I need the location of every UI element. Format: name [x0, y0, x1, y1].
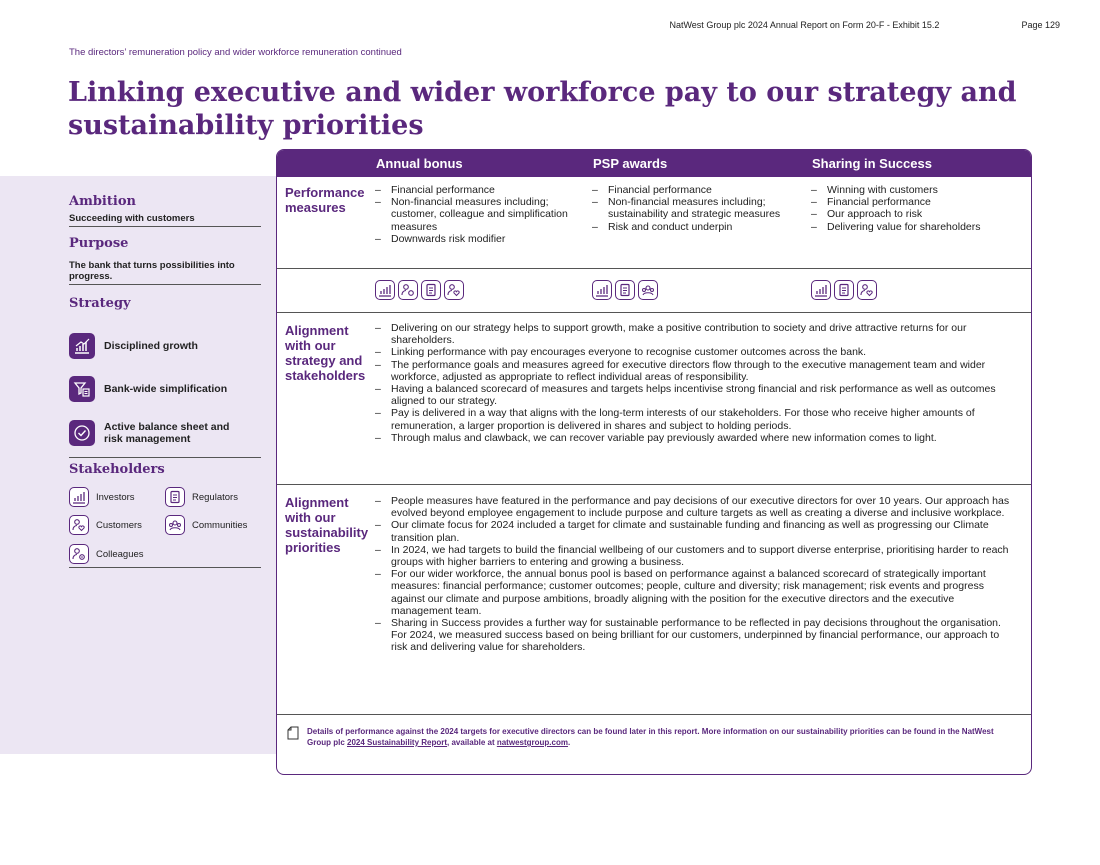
doc-title: NatWest Group plc 2024 Annual Report on Form 20-F - Exhibit 15.2 [669, 20, 940, 30]
growth-chart-icon [69, 333, 95, 359]
list-item: – Risk and conduct underpin [592, 221, 802, 233]
chart-icon [375, 280, 395, 300]
list-item: – Financial performance [811, 196, 1021, 208]
stakeholder-regulators: Regulators [165, 487, 238, 507]
sustainability-alignment-heading: Alignment with our sustainability priorities [285, 495, 369, 555]
document-icon [287, 726, 299, 748]
sustainability-alignment-list [375, 495, 1015, 654]
list-item: – Delivering on our strategy helps to support growth, make a positive contribution to society and drive attractive returns for our shareholders. [375, 322, 1027, 346]
natwestgroup-link[interactable]: natwestgroup.com [496, 738, 568, 747]
divider [69, 567, 261, 568]
strategy-item-simplification [69, 376, 249, 402]
list-item: – Through malus and clawback, we can recover variable pay previously awarded where new information comes to light. [375, 432, 1027, 444]
chart-icon [592, 280, 612, 300]
psp-measures [592, 184, 802, 233]
document-icon [834, 280, 854, 300]
sustainability-report-link[interactable]: 2024 Sustainability Report [347, 738, 448, 747]
column-header: Sharing in Success [812, 156, 932, 171]
page-title: Linking executive and wider workforce pay to our strategy and sustainability priorities [68, 77, 1017, 141]
list-item: – Having a balanced scorecard of measures and targets helps incentivise strong financial and risk performance as well as outcomes aligned to our strategy. [375, 383, 1027, 407]
document-icon [615, 280, 635, 300]
performance-heading: Performance measures [285, 185, 365, 215]
customer-heart-icon [857, 280, 877, 300]
list-item: – Financial performance [592, 184, 802, 196]
strategy-alignment-list [375, 322, 1027, 444]
stakeholder-customers: Customers [69, 515, 142, 535]
list-item: – Linking performance with pay encourages everyone to recognise customer outcomes across the bank. [375, 346, 1027, 358]
list-item: – Winning with customers [811, 184, 1021, 196]
row-divider [277, 484, 1031, 485]
strategy-label: Bank-wide simplification [104, 383, 228, 395]
strategy-label: Active balance sheet and risk management [104, 421, 230, 445]
chart-icon [69, 487, 89, 507]
list-item: – Downwards risk modifier [375, 233, 575, 245]
list-item: – Our approach to risk [811, 208, 1021, 220]
row-divider [277, 714, 1031, 715]
section-subheading: The directors’ remuneration policy and wider workforce remuneration continued [69, 47, 402, 58]
stakeholder-colleagues: Colleagues [69, 544, 144, 564]
list-item: – Sharing in Success provides a further way for sustainable performance to be reflected in pay decisions throughout the organisation. For 2024, we measured success based on being brilliant for our customers, underpinned by financial performance, our approach to risk and delivering value for shareholders. [375, 617, 1015, 654]
row-divider [277, 268, 1031, 269]
community-icon [165, 515, 185, 535]
document-icon [421, 280, 441, 300]
stakeholders-heading: Stakeholders [69, 462, 165, 477]
page-header [669, 20, 1060, 30]
annual-bonus-icons [375, 280, 464, 300]
filter-icon [69, 376, 95, 402]
stakeholder-communities: Communities [165, 515, 247, 535]
sharing-measures [811, 184, 1021, 233]
list-item: – Our climate focus for 2024 included a target for climate and sustainable funding and financing as well as progressing our Climate transition plan. [375, 519, 1015, 543]
chart-icon [811, 280, 831, 300]
page-number: Page 129 [1021, 20, 1060, 30]
list-item: – Non-financial measures including; customer, colleague and simplification measures [375, 196, 575, 233]
sharing-icons [811, 280, 877, 300]
ambition-text: Succeeding with customers [69, 213, 261, 227]
community-icon [638, 280, 658, 300]
list-item: – In 2024, we had targets to build the financial wellbeing of our customers and to support diverse enterprise, prioritising harder to reach groups with higher barriers to entering and growing a business. [375, 544, 1015, 568]
list-item: – People measures have featured in the performance and pay decisions of our executive directors for over 10 years. Our approach has evolved beyond employee engagement to include purpose and culture targets as well as creating a diverse and inclusive workplace. [375, 495, 1015, 519]
colleague-icon [398, 280, 418, 300]
psp-icons [592, 280, 658, 300]
purpose-heading: Purpose [69, 236, 129, 251]
list-item: – Financial performance [375, 184, 575, 196]
shield-check-icon [69, 420, 95, 446]
document-icon [165, 487, 185, 507]
footnote: Details of performance against the 2024 targets for executive directors can be found later in this report. More information on our sustainability priorities can be found in the NatWest Group plc 2024 Sustainability Report, available at natwestgroup.com. [287, 726, 1017, 748]
strategy-label: Disciplined growth [104, 340, 198, 352]
customer-heart-icon [69, 515, 89, 535]
column-header: PSP awards [593, 156, 668, 171]
list-item: – Delivering value for shareholders [811, 221, 1021, 233]
ambition-heading: Ambition [69, 194, 136, 209]
annual-bonus-measures [375, 184, 575, 245]
stakeholder-investors: Investors [69, 487, 135, 507]
list-item: – Pay is delivered in a way that aligns with the long-term interests of our stakeholders. For those who receive higher amounts of remuneration, a larger proportion is delivered in shares and subject to holding periods. [375, 407, 1027, 431]
divider [69, 457, 261, 458]
list-item: – Non-financial measures including; sustainability and strategic measures [592, 196, 802, 220]
column-header: Annual bonus [376, 156, 463, 171]
row-divider [277, 312, 1031, 313]
colleague-icon [69, 544, 89, 564]
strategy-heading: Strategy [69, 296, 131, 311]
customer-heart-icon [444, 280, 464, 300]
strategy-alignment-heading: Alignment with our strategy and stakeholders [285, 323, 366, 383]
strategy-item-balance-sheet [69, 420, 249, 446]
purpose-text: The bank that turns possibilities into progress. [69, 260, 261, 285]
table-header [277, 150, 1031, 177]
list-item: – The performance goals and measures agreed for executive directors flow through to the executive management team and wider workforce, adjusted as appropriate to reflect individual areas of responsibility. [375, 359, 1027, 383]
strategy-item-growth [69, 333, 249, 359]
list-item: – For our wider workforce, the annual bonus pool is based on performance against a balanced scorecard of strategically important measures: financial performance; customer outcomes; people, culture and diversity; risk management; risk events and progress against our climate and purpose ambitions, broadly aligning with the position for the executive directors and the executive management team. [375, 568, 1015, 617]
remuneration-table [276, 149, 1032, 775]
